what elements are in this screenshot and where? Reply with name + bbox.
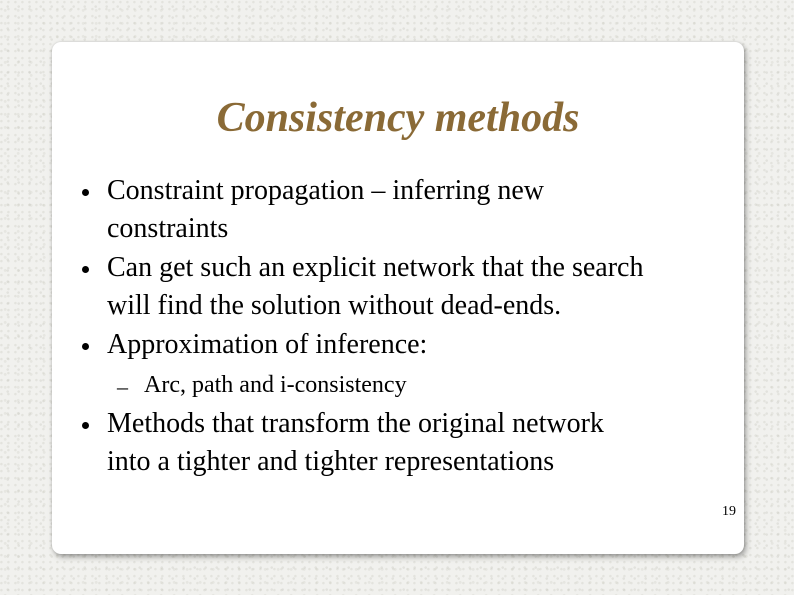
bullet-dot [82,189,89,196]
bullet-line: constraints [107,213,229,244]
bullet-item [107,249,737,325]
bullet-dot [82,422,89,429]
sub-bullet-dash: – [117,374,128,399]
page-number: 19 [722,504,736,519]
bullet-dot [82,343,89,350]
bullet-line: into a tighter and tighter representations [107,446,555,477]
sub-bullet-text: Arc, path and i-consistency [144,372,407,398]
bullet-list [52,42,744,554]
bullet-line: Can get such an explicit network that the search [107,252,644,283]
bullet-line: will find the solution without dead-ends. [107,290,562,321]
bullet-line: Approximation of inference: [107,329,428,360]
bullet-item [107,405,737,481]
bullet-line: Constraint propagation – inferring new [107,175,545,206]
bullet-line: Methods that transform the original network [107,408,604,439]
bullet-item [107,172,737,248]
slide-title: Consistency methods [216,95,580,141]
bullet-dot [82,266,89,273]
slide [52,42,744,554]
bullet-item [107,326,737,364]
